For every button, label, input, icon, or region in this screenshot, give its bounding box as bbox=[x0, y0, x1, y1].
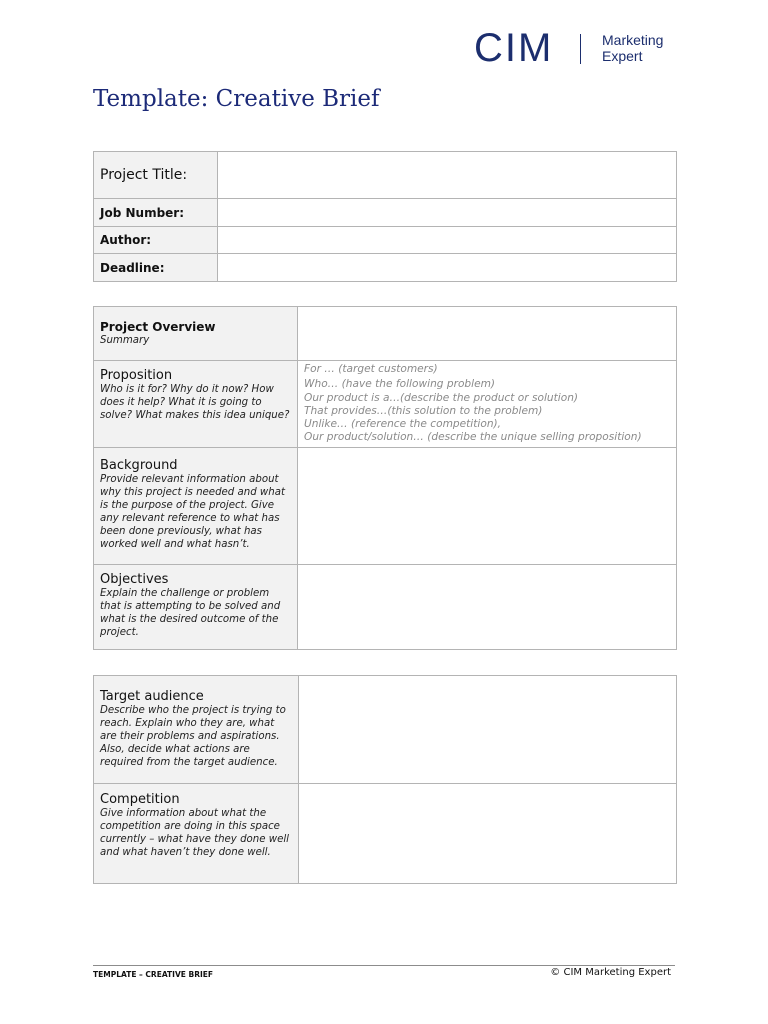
background-heading: Background bbox=[100, 457, 178, 473]
competition-label-cell bbox=[94, 784, 299, 884]
logo-separator bbox=[580, 34, 581, 64]
job-number-label-cell bbox=[94, 199, 218, 227]
target-audience-field[interactable] bbox=[299, 676, 677, 784]
footer-divider bbox=[93, 965, 675, 966]
project-info-table bbox=[93, 151, 677, 282]
job-number-field[interactable] bbox=[218, 199, 677, 227]
page-title: Template: Creative Brief bbox=[93, 86, 380, 112]
cim-logo bbox=[474, 26, 674, 70]
competition-field[interactable] bbox=[299, 784, 677, 884]
logo-wordmark bbox=[602, 32, 672, 64]
overview-desc: Summary bbox=[100, 335, 150, 346]
proposition-hint: For … (target customers) bbox=[304, 363, 438, 375]
proposition-hint: Our product is a…(describe the product or solution) bbox=[304, 391, 579, 404]
logo-line-1: Marketing bbox=[602, 32, 664, 48]
audience-table bbox=[93, 675, 677, 884]
competition-desc: Give information about what the competition are doing in this space currently – what have they done well and what haven’t they done well. bbox=[100, 808, 289, 858]
project-title-label-cell bbox=[94, 152, 218, 199]
logo-mark: CIM bbox=[474, 26, 554, 70]
author-label: Author: bbox=[100, 233, 152, 247]
competition-heading: Competition bbox=[100, 792, 180, 807]
author-field[interactable] bbox=[218, 227, 677, 254]
proposition-field[interactable] bbox=[298, 361, 677, 448]
proposition-heading: Proposition bbox=[100, 368, 173, 383]
target-audience-heading: Target audience bbox=[100, 689, 204, 704]
objectives-label-cell bbox=[94, 564, 298, 649]
overview-heading: Project Overview bbox=[100, 320, 216, 334]
author-label-cell bbox=[94, 227, 218, 254]
deadline-field[interactable] bbox=[218, 254, 677, 282]
proposition-hint: Unlike… (reference the competition), bbox=[304, 418, 502, 431]
background-desc: Provide relevant information about why this project is needed and what is the purpose of the project. Give any relevant reference to what has been done previously, what has worked well and what hasn’t. bbox=[100, 473, 285, 550]
logo-line-2: Expert bbox=[602, 48, 643, 64]
target-audience-label-cell bbox=[94, 676, 299, 784]
background-field[interactable] bbox=[298, 447, 677, 564]
proposition-desc: Who is it for? Why do it now? How does it help? What it is going to solve? What makes this idea unique? bbox=[100, 384, 290, 421]
project-title-label: Project Title: bbox=[100, 167, 188, 183]
project-overview-table bbox=[93, 306, 677, 650]
objectives-heading: Objectives bbox=[100, 571, 169, 587]
deadline-label-cell bbox=[94, 254, 218, 282]
job-number-label: Job Number: bbox=[100, 205, 185, 220]
footer-doc-title: TEMPLATE – CREATIVE BRIEF bbox=[93, 970, 214, 979]
background-label-cell bbox=[94, 447, 298, 564]
project-title-field[interactable] bbox=[218, 152, 677, 199]
deadline-label: Deadline: bbox=[100, 260, 165, 275]
proposition-hint: Who… (have the following problem) bbox=[304, 378, 496, 391]
overview-label-cell bbox=[94, 307, 298, 361]
target-audience-desc: Describe who the project is trying to reach. Explain who they are, what are their problems and aspirations. Also, decide what actions are required from the target audience. bbox=[100, 705, 286, 768]
objectives-desc: Explain the challenge or problem that is attempting to be solved and what is the desired outcome of the project. bbox=[100, 587, 281, 638]
proposition-hint: That provides…(this solution to the problem) bbox=[304, 404, 543, 417]
objectives-field[interactable] bbox=[298, 564, 677, 649]
footer-copyright: © CIM Marketing Expert bbox=[550, 967, 671, 978]
overview-field[interactable] bbox=[298, 307, 677, 361]
proposition-hint: Our product/solution… (describe the unique selling proposition) bbox=[304, 431, 642, 444]
proposition-label-cell bbox=[94, 361, 298, 448]
